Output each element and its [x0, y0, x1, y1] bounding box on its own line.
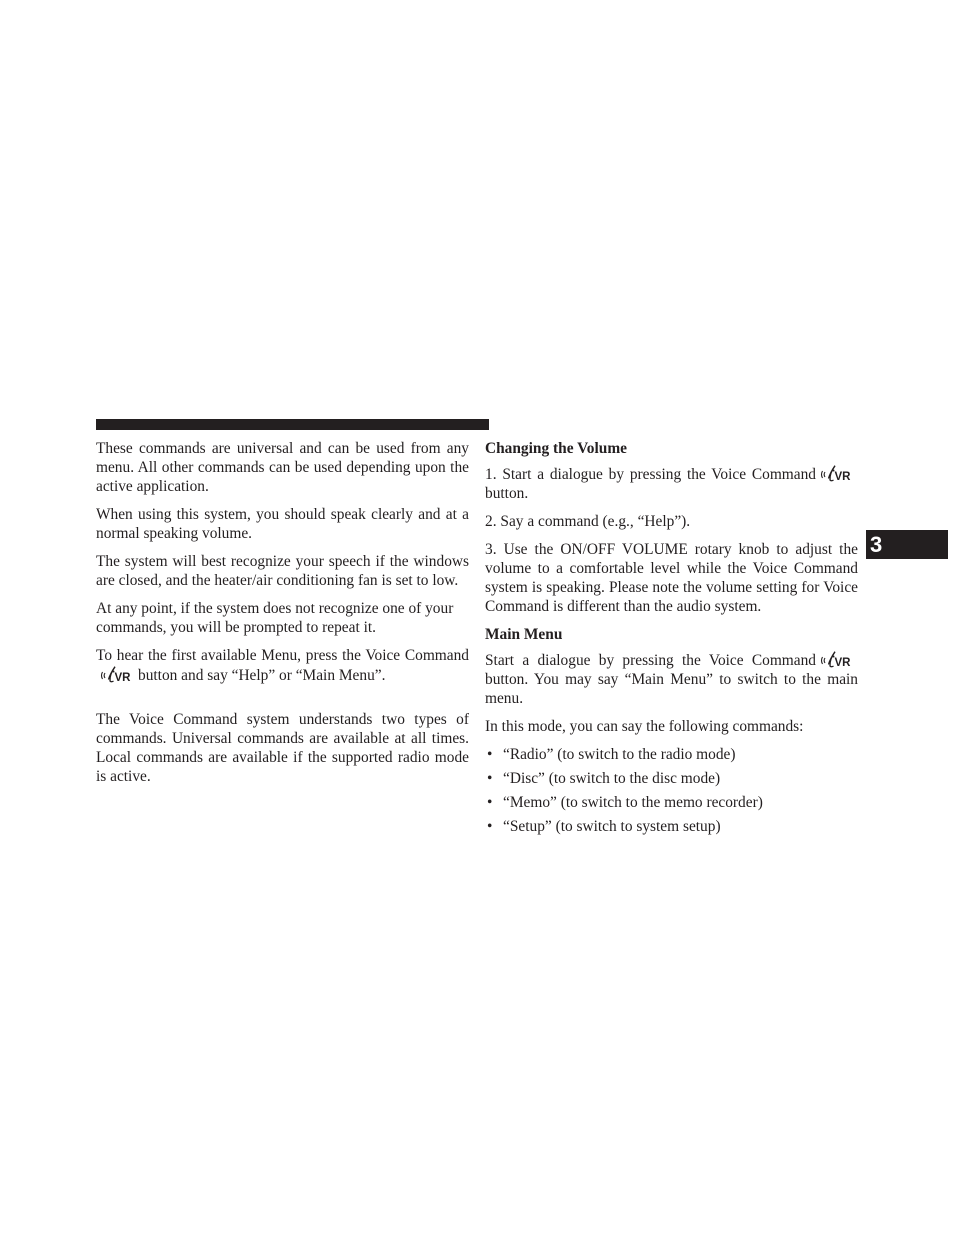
command-list: [485, 745, 858, 836]
chapter-tab: 3: [866, 530, 948, 559]
first-menu-text-end: button and say “Help” or “Main Menu”.: [138, 667, 386, 684]
bullet-icon: •: [487, 770, 493, 787]
section-rule: [96, 419, 489, 430]
step-1-text-end: button.: [485, 485, 529, 502]
command-disc: “Disc” (to switch to the disc mode): [503, 770, 721, 787]
first-menu-text-start: To hear the first available Menu, press the Voice Command: [96, 647, 469, 664]
bullet-icon: •: [487, 818, 493, 835]
voice-command-vr-icon: [820, 464, 854, 483]
paragraph-speak-clearly: When using this system, you should speak clearly and at a normal speaking volume.: [96, 506, 469, 542]
main-menu-text-start: Start a dialogue by pressing the Voice Command: [485, 652, 816, 669]
paragraph-first-menu: [96, 646, 469, 685]
bullet-icon: •: [487, 746, 493, 763]
list-item: [485, 745, 858, 764]
command-memo: “Memo” (to switch to the memo recorder): [503, 794, 763, 811]
list-item: [485, 817, 858, 836]
list-item: [485, 793, 858, 812]
list-item: [485, 769, 858, 788]
command-setup: “Setup” (to switch to system setup): [503, 818, 721, 835]
step-1: [485, 464, 858, 503]
paragraph-main-menu: [485, 650, 858, 708]
bullet-icon: •: [487, 794, 493, 811]
spacer: [96, 694, 469, 710]
paragraph-command-types: The Voice Command system understands two types of commands. Universal commands are available at all times. Local commands are available if the supported radio mode is active.: [96, 711, 469, 785]
voice-command-vr-icon: [100, 665, 134, 684]
right-column: [485, 439, 858, 841]
step-2: 2. Say a command (e.g., “Help”).: [485, 513, 691, 530]
main-menu-text-end: button. You may say “Main Menu” to switch to the main menu.: [485, 671, 858, 707]
heading-main-menu: Main Menu: [485, 626, 563, 643]
paragraph-universal-commands: These commands are universal and can be used from any menu. All other commands can be used depending upon the active application.: [96, 440, 469, 495]
heading-changing-volume: Changing the Volume: [485, 440, 627, 457]
paragraph-repeat-prompt: At any point, if the system does not recognize one of your commands, you will be prompted to repeat it.: [96, 600, 454, 636]
step-1-text-start: 1. Start a dialogue by pressing the Voice Command: [485, 466, 816, 483]
paragraph-recognize-speech: The system will best recognize your speech if the windows are closed, and the heater/air conditioning fan is set to low.: [96, 553, 469, 589]
step-3: 3. Use the ON/OFF VOLUME rotary knob to adjust the volume to a comfortable level while the Voice Command system is speaking. Please note the volume setting for Voice Command is different than the audio system.: [485, 541, 858, 615]
left-column: [96, 439, 469, 795]
paragraph-mode-intro: In this mode, you can say the following commands:: [485, 718, 804, 735]
voice-command-vr-icon: [820, 650, 854, 669]
command-radio: “Radio” (to switch to the radio mode): [503, 746, 736, 763]
